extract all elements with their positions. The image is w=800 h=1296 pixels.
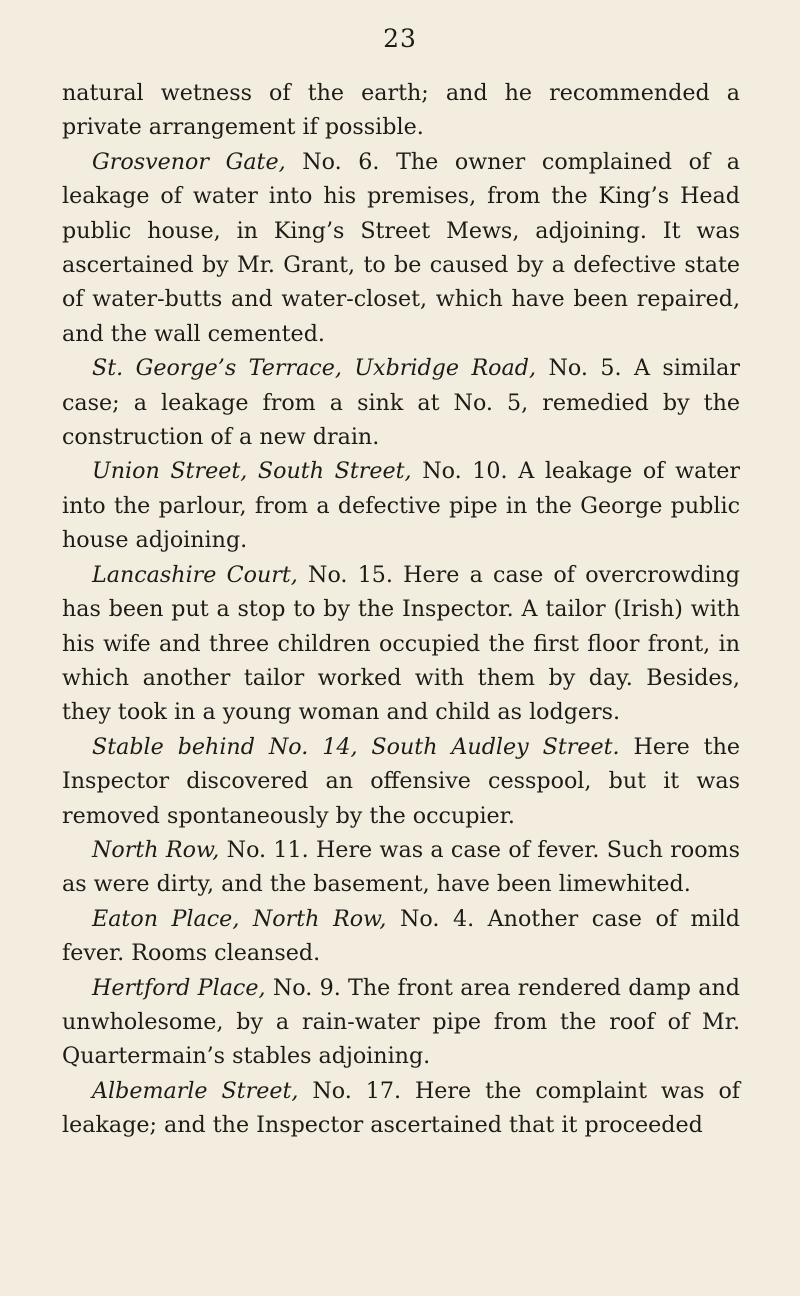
paragraph-7-text: No. 11. Here was a case of fever. Such rooms as were dirty, and the basement, have been limewhited. — [62, 836, 740, 898]
place-name-7: Eaton Place, North Row, — [92, 905, 387, 932]
paragraph-6 — [62, 730, 740, 833]
place-name-6: North Row, — [92, 836, 220, 863]
place-name-9: Albemarle Street, — [92, 1077, 299, 1104]
paragraph-10-text: No. 17. Here the complaint was of leakage; and the Inspector ascertained that it proceeded — [62, 1077, 741, 1139]
paragraph-3-text: No. 5. A similar case; a leakage from a sink at No. 5, remedied by the construction of a new drain. — [62, 355, 740, 451]
paragraph-2 — [62, 145, 740, 351]
place-name-2: St. George’s Terrace, Uxbridge Road, — [92, 355, 537, 382]
paragraph-7 — [62, 833, 740, 902]
page-number: 23 — [383, 24, 417, 53]
paragraph-6-text: Here the Inspector discovered an offensive cesspool, but it was removed spontaneously by the occupier. — [62, 733, 740, 829]
paragraph-8-text: No. 4. Another case of mild fever. Rooms cleansed. — [62, 905, 740, 967]
paragraph-5-text: No. 15. Here a case of overcrowding has been put a stop to by the Inspector. A tailor (Irish) with his wife and three children occupied the first floor front, in which another tailor worked with them by day. Besides, they took in a young woman and child as lodgers. — [62, 561, 740, 726]
place-name-1: Grosvenor Gate, — [92, 148, 286, 175]
report-text — [62, 76, 740, 1143]
paragraph-9 — [62, 971, 740, 1074]
paragraph-8 — [62, 902, 740, 971]
paragraph-2-text: No. 6. The owner complained of a leakage of water into his premises, from the King’s Head public house, in King’s Street Mews, adjoining. It was ascertained by Mr. Grant, to be caused by a defective state of water-butts and water-closet, which have been repaired, and the wall cemented. — [62, 148, 740, 347]
place-name-4: Lancashire Court, — [92, 561, 298, 588]
paragraph-3 — [62, 351, 740, 454]
paragraph-4-text: No. 10. A leakage of water into the parlour, from a defective pipe in the George public house adjoining. — [62, 458, 740, 554]
place-name-8: Hertford Place, — [92, 974, 266, 1001]
paragraph-9-text: No. 9. The front area rendered damp and unwholesome, by a rain-water pipe from the roof of Mr. Quartermain’s stables adjoining. — [62, 974, 740, 1070]
place-name-3: Union Street, South Street, — [92, 458, 412, 485]
paragraph-5 — [62, 558, 740, 730]
paragraph-1-text: natural wetness of the earth; and he recommended a private arrangement if possible. — [62, 80, 740, 141]
place-name-5: Stable behind No. 14, South Audley Street. — [92, 733, 620, 760]
paragraph-1 — [62, 76, 740, 145]
paragraph-4 — [62, 454, 740, 557]
paragraph-10 — [62, 1074, 740, 1143]
